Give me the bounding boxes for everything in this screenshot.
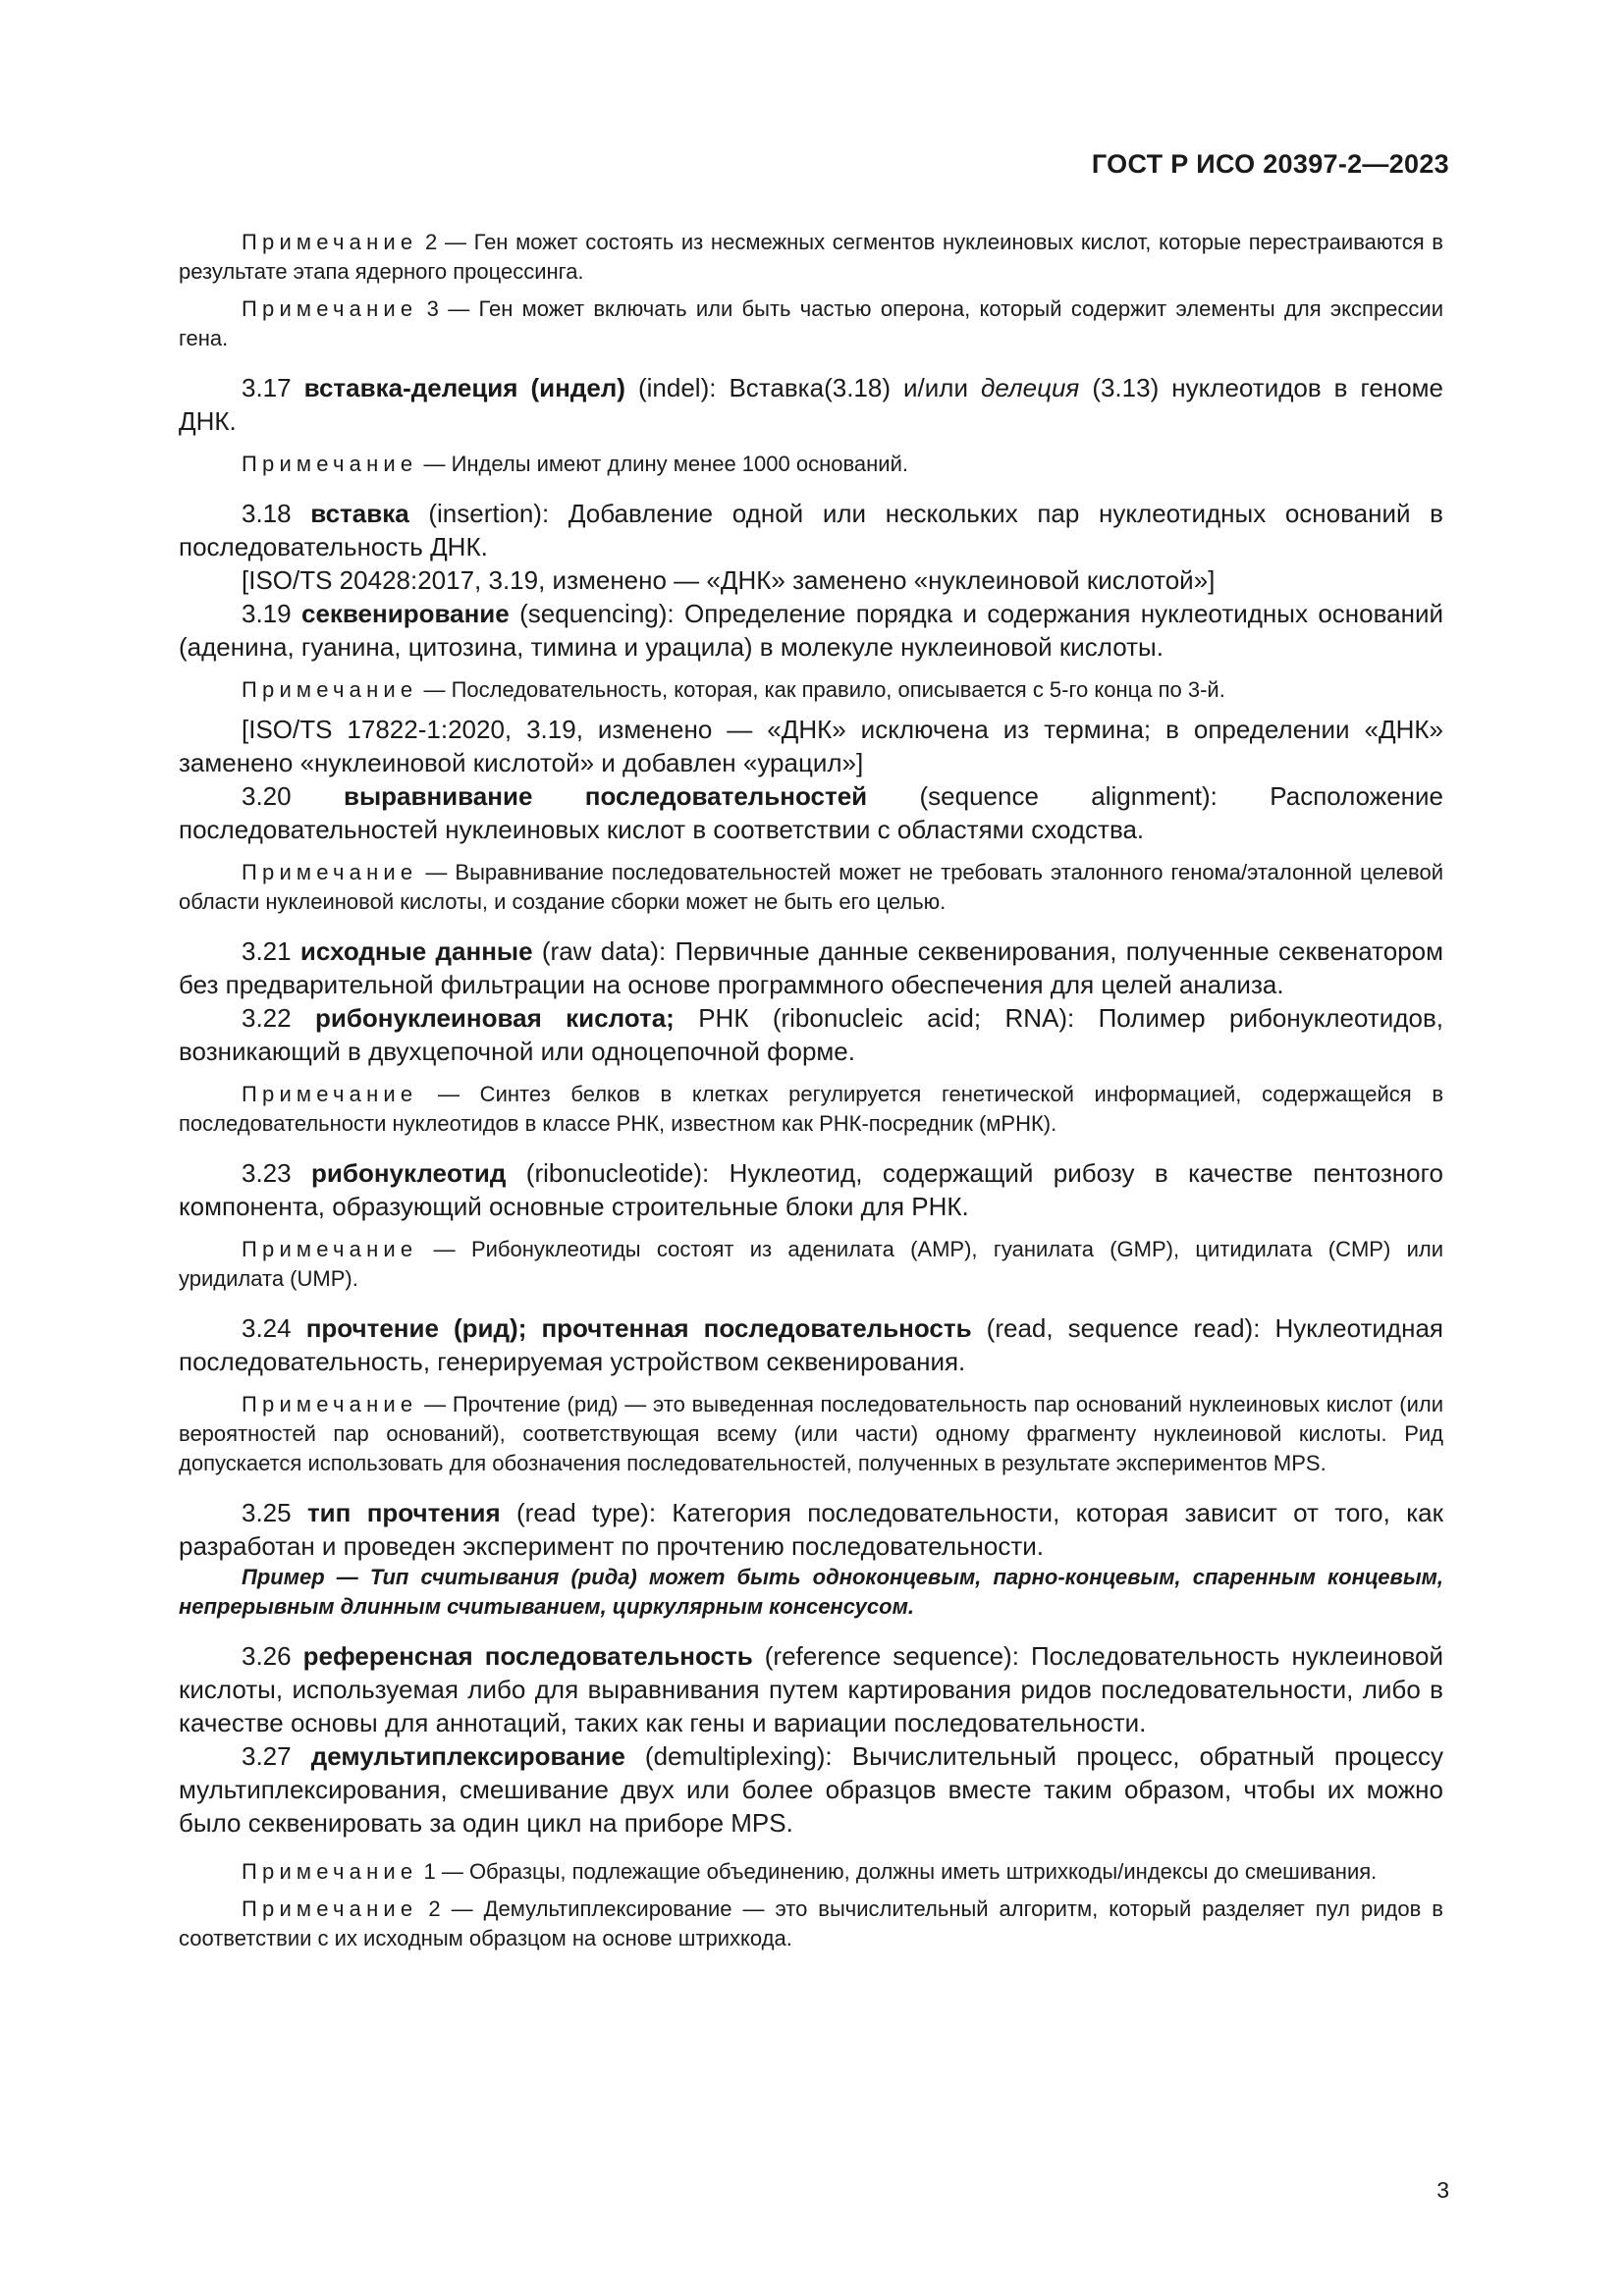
note-label: Примечание xyxy=(242,296,418,321)
term-definition: (raw data): Первичные данные секвенирования, полученные секвенатором без предварительной фильтрации на основе программного обеспечения для целей анализа. xyxy=(179,936,1443,999)
note-text: — Демультиплексирование — это вычислительный алгоритм, который разделяет пул ридов в соответствии с их исходным образцом на основе штрихкода. xyxy=(179,1896,1443,1950)
term-definition: (insertion): Добавление одной или нескольких пар нуклеотидных оснований в последовательность ДНК. xyxy=(179,499,1443,561)
note-label: Примечание xyxy=(242,677,418,702)
term-entry-3-27 xyxy=(179,1739,1443,1840)
term-entry-3-21 xyxy=(179,934,1443,1001)
note-block xyxy=(179,858,1443,917)
term-name: прочтение (рид); прочтенная последовательность xyxy=(305,1313,972,1343)
note-number: 3 xyxy=(426,296,439,321)
term-name: тип прочтения xyxy=(306,1498,501,1527)
term-name: вставка-делеция (индел) xyxy=(303,373,625,402)
term-definition-tail: (3.13) нуклеотидов в геноме ДНК. xyxy=(179,373,1444,436)
note-block xyxy=(179,675,1443,705)
note-number: 2 xyxy=(425,230,438,254)
term-entry-3-25 xyxy=(179,1496,1443,1563)
note-block xyxy=(179,450,1443,479)
term-name: референсная последовательность xyxy=(302,1641,753,1671)
note-text: — Выравнивание последовательностей может не требовать эталонного генома/эталонной целевой области нуклеиновой кислоты, и создание сборки может не быть его целью. xyxy=(179,860,1443,914)
term-entry-3-19 xyxy=(179,597,1443,664)
term-name: исходные данные xyxy=(299,936,533,966)
note-block xyxy=(179,1080,1443,1139)
term-number: 3.20 xyxy=(242,781,292,811)
term-number: 3.17 xyxy=(242,373,292,402)
term-definition: (indel): Вставка(3.18) и/или xyxy=(624,373,981,402)
note-block xyxy=(179,228,1443,287)
note-label: Примечание xyxy=(242,1082,418,1106)
note-text: — Ген может включать или быть частью оперона, который содержит элементы для экспрессии гена. xyxy=(179,296,1443,350)
note-text: — Инделы имеют длину менее 1000 оснований. xyxy=(417,452,908,476)
note-block xyxy=(179,1390,1443,1478)
term-entry-3-23 xyxy=(179,1156,1443,1223)
term-number: 3.19 xyxy=(242,599,292,628)
term-number: 3.27 xyxy=(242,1741,292,1771)
note-label: Примечание xyxy=(242,1237,418,1261)
term-entry-3-18 xyxy=(179,497,1443,563)
term-number: 3.22 xyxy=(242,1003,292,1033)
note-block xyxy=(179,294,1443,353)
term-number: 3.24 xyxy=(242,1313,292,1343)
note-label: Примечание xyxy=(242,1896,418,1921)
note-block xyxy=(179,1857,1443,1887)
term-definition: (read, sequence read): Нуклеотидная последовательность, генерируемая устройством секвенирования. xyxy=(179,1313,1443,1376)
term-definition: (sequence alignment): Расположение последовательностей нуклеиновых кислот в соответствии с областями сходства. xyxy=(179,781,1443,844)
example-block: Пример — Тип считывания (рида) может быть одноконцевым, парно-концевым, спаренным концевым, непрерывным длинным считыванием, циркулярным консенсусом. xyxy=(179,1565,1443,1619)
page-number: 3 xyxy=(1436,2177,1449,2203)
document-body xyxy=(179,228,1443,1961)
term-name: рибонуклеотид xyxy=(311,1158,507,1188)
term-number: 3.23 xyxy=(242,1158,292,1188)
term-definition: (ribonucleotide): Нуклеотид, содержащий рибозу в качестве пентозного компонента, образующий основные строительные блоки для РНК. xyxy=(179,1158,1443,1221)
source-reference: [ISO/TS 20428:2017, 3.19, изменено — «ДНК» заменено «нуклеиновой кислотой»] xyxy=(242,565,1216,595)
term-name: демультиплексирование xyxy=(310,1741,625,1771)
note-text: — Ген может состоять из несмежных сегментов нуклеиновых кислот, которые перестраиваются в результате этапа ядерного процессинга. xyxy=(179,230,1443,284)
note-label: Примечание xyxy=(242,452,418,476)
note-number: 2 xyxy=(428,1896,441,1921)
note-text: — Прочтение (рид) — это выведенная последовательность пар оснований нуклеиновых кислот (или вероятностей пар оснований), соответствующая всему (или части) одному фрагменту нуклеиновой кислоты. Рид допускается использовать для обозначения последовательностей, полученных в результате экспериментов MPS. xyxy=(179,1392,1443,1475)
term-reference-italic: делеция xyxy=(981,373,1080,402)
note-block xyxy=(179,1235,1443,1294)
note-text: — Последовательность, которая, как правило, описывается с 5-го конца по 3-й. xyxy=(417,677,1225,702)
term-definition: (demultiplexing): Вычислительный процесс, обратный процессу мультиплексирования, смешивание двух или более образцов вместе таким образом, чтобы их можно было секвенировать за один цикл на приборе MPS. xyxy=(179,1741,1443,1838)
document-code-header: ГОСТ Р ИСО 20397-2—2023 xyxy=(1091,149,1449,179)
term-number: 3.25 xyxy=(242,1498,292,1527)
term-entry-3-26 xyxy=(179,1639,1443,1739)
note-text: — Рибонуклеотиды состоят из аденилата (AMP), гуанилата (GMP), цитидилата (CMP) или уридилата (UMP). xyxy=(179,1237,1443,1291)
term-number: 3.18 xyxy=(242,499,292,528)
term-definition: (read type): Категория последовательности, которая зависит от того, как разработан и проведен эксперимент по прочтению последовательности. xyxy=(179,1498,1443,1561)
term-number: 3.21 xyxy=(242,936,292,966)
term-entry-3-20 xyxy=(179,779,1443,846)
note-text: — Синтез белков в клетках регулируется генетической информацией, содержащейся в последовательности нуклеотидов в классе РНК, известном как РНК-посредник (мРНК). xyxy=(179,1082,1443,1136)
term-definition: РНК (ribonucleic acid; RNA): Полимер рибонуклеотидов, возникающий в двухцепочной или одноцепочной форме. xyxy=(179,1003,1443,1066)
note-label: Примечание xyxy=(242,230,418,254)
note-block xyxy=(179,1895,1443,1953)
term-definition: (reference sequence): Последовательность нуклеиновой кислоты, используемая либо для выравнивания путем картирования ридов последовательности, либо в качестве основы для аннотаций, таких как гены и вариации последовательности. xyxy=(179,1641,1443,1737)
note-label: Примечание xyxy=(242,1392,418,1416)
term-name: рибонуклеиновая кислота; xyxy=(314,1003,675,1033)
note-label: Примечание xyxy=(242,1859,418,1884)
term-entry-3-17 xyxy=(179,371,1443,438)
term-name: вставка xyxy=(310,499,409,528)
source-reference: [ISO/TS 17822-1:2020, 3.19, изменено — «ДНК» исключена из термина; в определении «ДНК» заменено «нуклеиновой кислотой» и добавлен «урацил»] xyxy=(179,715,1443,777)
note-number: 1 xyxy=(423,1859,436,1884)
term-number: 3.26 xyxy=(242,1641,292,1671)
note-label: Примечание xyxy=(242,860,418,884)
term-name: секвенирование xyxy=(300,599,510,628)
term-definition: (sequencing): Определение порядка и содержания нуклеотидных оснований (аденина, гуанина, цитозина, тимина и урацила) в молекуле нуклеиновой кислоты. xyxy=(179,599,1443,662)
term-entry-3-24 xyxy=(179,1311,1443,1378)
note-text: — Образцы, подлежащие объединению, должны иметь штрихкоды/индексы до смешивания. xyxy=(435,1859,1378,1884)
term-name: выравнивание последовательностей xyxy=(343,781,868,811)
term-entry-3-22 xyxy=(179,1001,1443,1068)
